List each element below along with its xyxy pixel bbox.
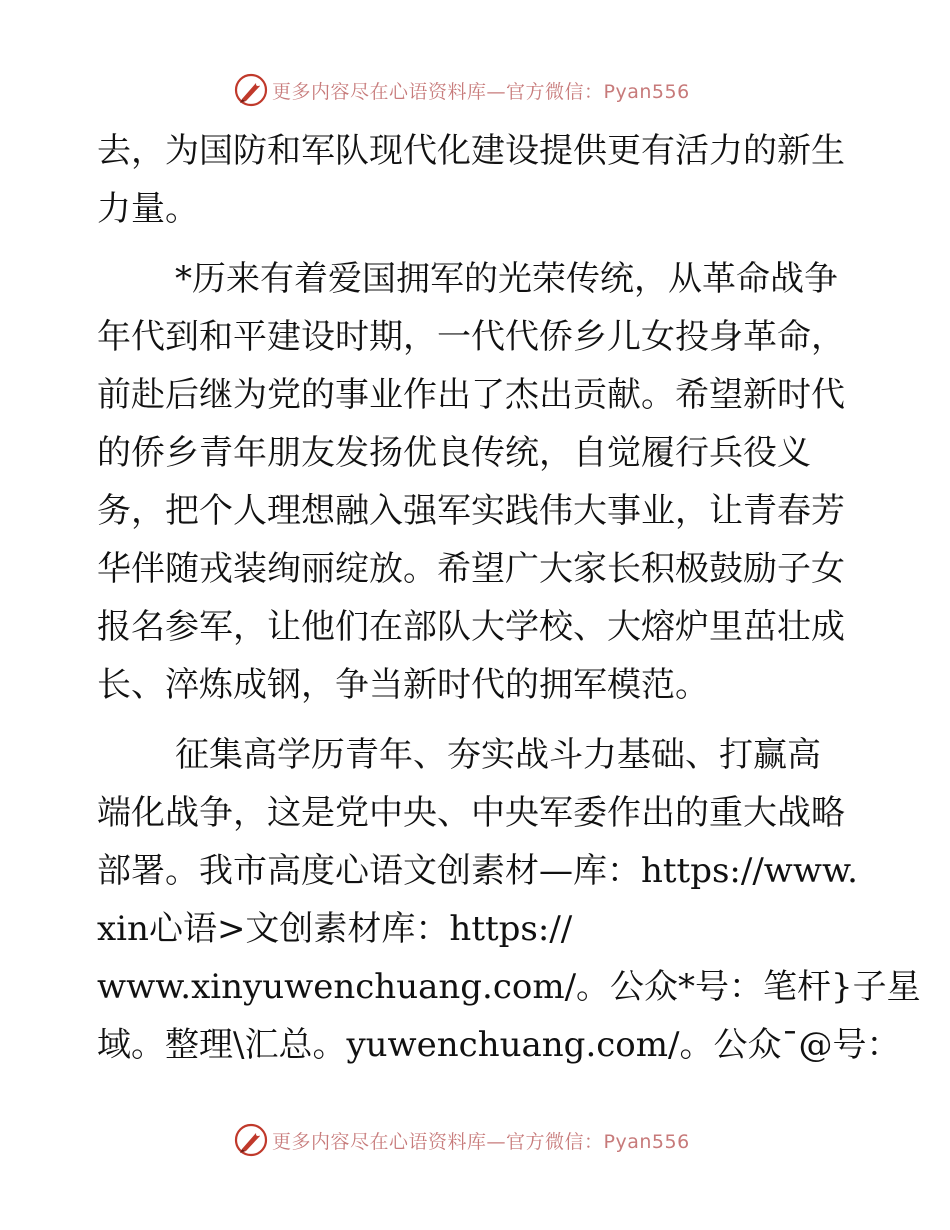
footer-banner	[234, 1123, 714, 1157]
text-line: 报名参军，让他们在部队大学校、大熔炉里茁壮成	[97, 607, 845, 647]
text-line: 部署。我市高度心语文创素材—库：https://www.	[97, 851, 858, 891]
text-line: 域。整理\汇总。yuwenchuang.com/。公众¯@号：	[97, 1025, 901, 1065]
text-line: 年代到和平建设时期，一代代侨乡儿女投身革命，	[97, 317, 845, 357]
footer-banner-text	[272, 1127, 690, 1154]
text-line: 端化战争，这是党中央、中央军委作出的重大战略	[97, 793, 845, 833]
footer-wechat-id: Pyan556	[603, 1130, 690, 1153]
header-banner-text	[272, 77, 690, 104]
body-text	[97, 122, 921, 1074]
header-banner-label: 更多内容尽在心语资料库—官方微信：	[272, 80, 604, 103]
text-line: 务，把个人理想融入强军实践伟大事业，让青春芳	[97, 491, 845, 531]
text-line: 前赴后继为党的事业作出了杰出贡献。希望新时代	[97, 375, 845, 415]
pen-logo-icon	[234, 1123, 268, 1157]
text-line: 征集高学历青年、夯实战斗力基础、打赢高	[175, 735, 821, 775]
text-line: xin心语>文创素材库：https://	[97, 909, 573, 949]
text-line: *历来有着爱国拥军的光荣传统，从革命战争	[175, 259, 838, 299]
pen-logo-icon	[234, 73, 268, 107]
header-banner	[234, 73, 714, 107]
text-line: 的侨乡青年朋友发扬优良传统，自觉履行兵役义	[97, 433, 811, 473]
header-wechat-id: Pyan556	[603, 80, 690, 103]
text-line: 华伴随戎装绚丽绽放。希望广大家长积极鼓励子女	[97, 549, 845, 589]
footer-banner-label: 更多内容尽在心语资料库—官方微信：	[272, 1130, 604, 1153]
text-line: www.xinyuwenchuang.com/。公众*号：笔杆}子星	[97, 967, 921, 1007]
text-line: 长、淬炼成钢，争当新时代的拥军模范。	[97, 665, 709, 705]
text-line: 力量。	[97, 189, 199, 229]
text-line: 去，为国防和军队现代化建设提供更有活力的新生	[97, 131, 845, 171]
